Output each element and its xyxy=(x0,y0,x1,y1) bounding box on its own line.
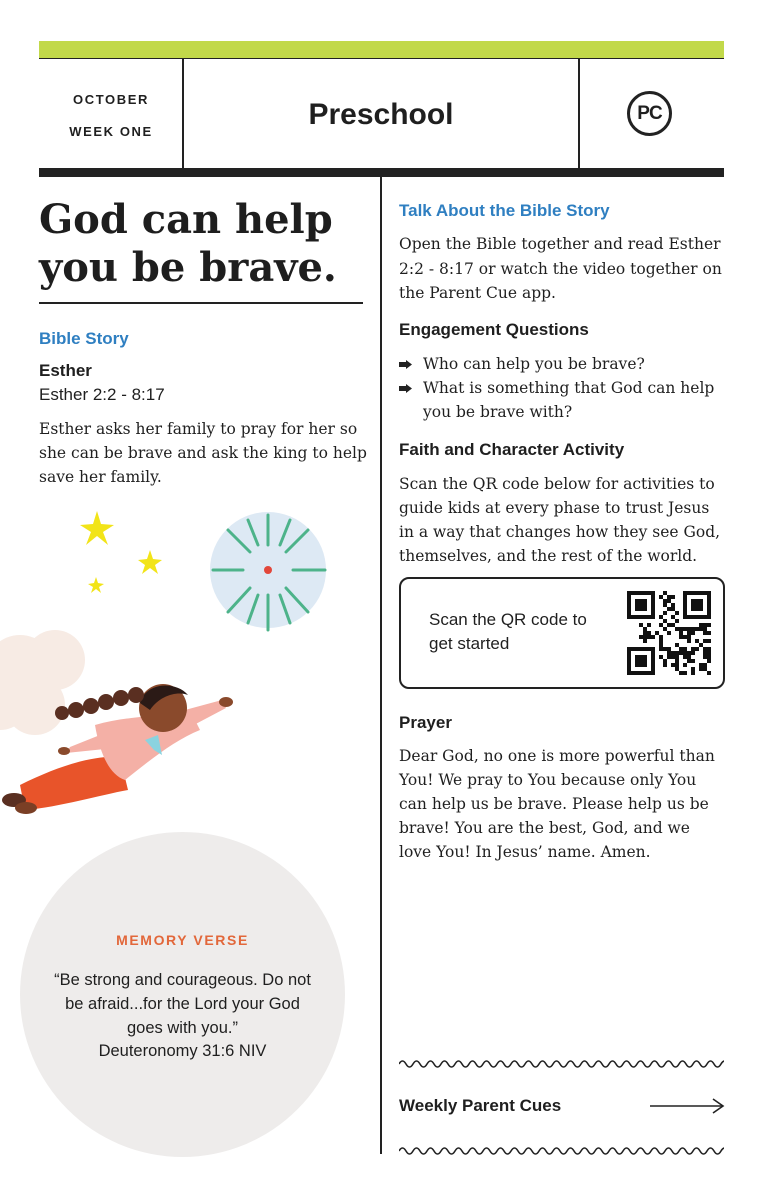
page-title: Preschool xyxy=(308,98,454,131)
faith-activity-heading: Faith and Character Activity xyxy=(399,440,625,459)
qr-code[interactable] xyxy=(627,591,711,675)
wave-divider xyxy=(399,1058,724,1070)
engagement-heading: Engagement Questions xyxy=(399,320,589,339)
engagement-questions-list xyxy=(399,352,724,424)
story-title: Esther xyxy=(39,361,92,380)
question-text: What is something that God can help you be brave with? xyxy=(423,379,715,421)
headline-rule xyxy=(39,302,363,304)
logo-text: PC xyxy=(637,102,662,124)
weekly-parent-cues-link[interactable]: Weekly Parent Cues xyxy=(399,1096,562,1115)
arrow-bullet-icon xyxy=(399,360,412,369)
parent-cue-logo xyxy=(627,91,672,136)
faith-activity-text: Scan the QR code below for activities to guide kids at every phase to trust Jesus in a way that changes how they see God, themselves, and the rest of the world. xyxy=(399,475,721,565)
talk-about-label: Talk About the Bible Story xyxy=(399,201,610,220)
memory-verse-text: “Be strong and courageous. Do not be afraid...for the Lord your God goes with you.” xyxy=(54,971,311,1037)
column-divider xyxy=(380,177,382,1154)
question-text: Who can help you be brave? xyxy=(423,355,645,373)
arrow-bullet-icon xyxy=(399,384,412,393)
prayer-text: Dear God, no one is more powerful than You! We pray to You because only You can help us be brave. Please help us be brave! You are the best, God, and we love You! In Jesus’ name. Amen. xyxy=(399,747,715,861)
talk-about-text: Open the Bible together and read Esther 2:2 - 8:17 or watch the video together on the Parent Cue app. xyxy=(399,235,722,302)
prayer-heading: Prayer xyxy=(399,713,452,732)
wave-divider xyxy=(399,1145,724,1157)
list-item xyxy=(399,376,724,424)
header-accent-bar xyxy=(39,41,724,58)
star-icon xyxy=(80,511,162,593)
cloud-trail xyxy=(0,630,85,735)
headline: God can help you be brave. xyxy=(39,196,337,291)
memory-verse-reference: Deuteronomy 31:6 NIV xyxy=(98,1042,267,1060)
header-bottom-rule xyxy=(39,168,724,177)
bible-story-label: Bible Story xyxy=(39,329,129,348)
qr-callout-text: Scan the QR code to get started xyxy=(429,610,587,653)
flying-girl-illustration xyxy=(0,495,370,825)
story-reference: Esther 2:2 - 8:17 xyxy=(39,385,165,404)
memory-verse-label: MEMORY VERSE xyxy=(116,932,249,948)
list-item xyxy=(399,352,724,376)
arrow-right-icon[interactable] xyxy=(650,1097,726,1115)
week-label: WEEK ONE xyxy=(69,124,153,139)
story-summary: Esther asks her family to pray for her so she can be brave and ask the king to help save her family. xyxy=(39,420,367,486)
month-label: OCTOBER xyxy=(73,92,149,107)
